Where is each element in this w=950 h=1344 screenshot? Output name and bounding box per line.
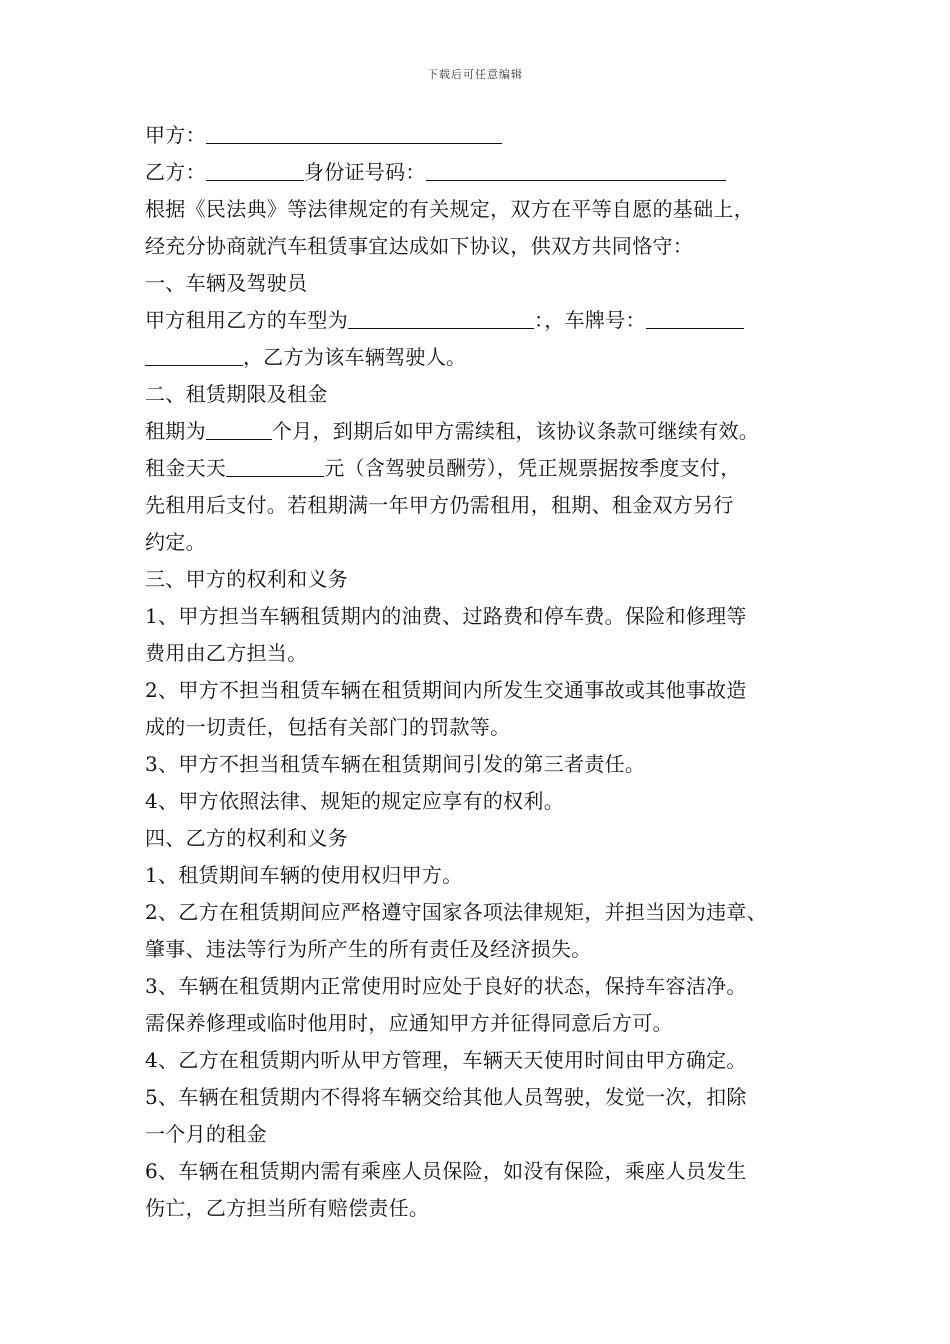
- party-b-blank[interactable]: [206, 160, 304, 181]
- section-4-item-2b: 肇事、违法等行为所产生的所有责任及经济损失。: [145, 937, 592, 961]
- section-2-term-line: [145, 413, 825, 450]
- term-label: 租期为: [145, 419, 206, 443]
- section-3-item-3: 3、甲方不担当租赁车辆在租赁期间引发的第三者责任。: [145, 752, 646, 776]
- section-4-item-5b: 一个月的租金: [145, 1122, 267, 1146]
- section-4-item-5a: 5、车辆在租赁期内不得将车辆交给其他人员驾驶，发觉一次，扣除: [145, 1085, 747, 1109]
- section-4-item-2a: 2、乙方在租赁期间应严格遵守国家各项法律规矩，并担当因为违章、: [145, 900, 768, 924]
- plate-label: ：，车牌号：: [534, 308, 646, 332]
- term-months-blank[interactable]: [206, 419, 272, 440]
- section-1-title: 一、车辆及驾驶员: [145, 271, 308, 295]
- contract-body: [145, 117, 825, 1227]
- id-number-blank[interactable]: [426, 160, 726, 181]
- term-text: 个月，到期后如甲方需续租，该协议条款可继续有效。: [271, 419, 760, 443]
- section-3-item-1a: 1、甲方担当车辆租赁期内的油费、过路费和停车费。保险和修理等: [145, 604, 747, 628]
- section-4-title: 四、乙方的权利和义务: [145, 826, 348, 850]
- section-2-line-3: 先租用后支付。若租期满一年甲方仍需租用，租期、租金双方另行: [145, 493, 734, 517]
- driver-text: ，乙方为该车辆驾驶人。: [243, 345, 467, 369]
- plate-blank-2[interactable]: [145, 345, 243, 366]
- plate-blank-1[interactable]: [646, 308, 744, 329]
- section-4-item-3b: 需保养修理或临时他用时，应通知甲方并征得同意后方可。: [145, 1011, 673, 1035]
- preamble-line-1: 根据《民法典》等法律规定的有关规定，双方在平等自愿的基础上，: [145, 197, 754, 221]
- section-3-item-2a: 2、甲方不担当租赁车辆在租赁期间内所发生交通事故或其他事故造: [145, 678, 747, 702]
- party-b-label: 乙方：: [145, 160, 206, 184]
- section-3-item-1b: 费用由乙方担当。: [145, 641, 308, 665]
- party-b-line: [145, 154, 825, 191]
- rent-label: 租金天天: [145, 456, 227, 480]
- section-3-item-2b: 成的一切责任，包括有关部门的罚款等。: [145, 715, 511, 739]
- daily-rent-blank[interactable]: [226, 456, 324, 477]
- section-1-driver-line: [145, 339, 825, 376]
- vehicle-model-blank[interactable]: [348, 308, 534, 329]
- section-2-rent-line: [145, 450, 825, 487]
- party-a-line: [145, 117, 825, 154]
- preamble-line-2: 经充分协商就汽车租赁事宜达成如下协议，供双方共同恪守：: [145, 234, 694, 258]
- party-a-label: 甲方：: [145, 123, 206, 147]
- section-3-title: 三、甲方的权利和义务: [145, 567, 348, 591]
- section-4-item-3a: 3、车辆在租赁期内正常使用时应处于良好的状态，保持车容洁净。: [145, 974, 747, 998]
- id-label: 身份证号码：: [303, 160, 426, 184]
- section-2-line-4: 约定。: [145, 530, 206, 554]
- section-3-item-4: 4、甲方依照法律、规矩的规定应享有的权利。: [145, 789, 565, 813]
- party-a-blank[interactable]: [206, 123, 502, 144]
- section-4-item-4: 4、乙方在租赁期内听从甲方管理，车辆天天使用时间由甲方确定。: [145, 1048, 747, 1072]
- section-4-item-6a: 6、车辆在租赁期内需有乘座人员保险，如没有保险，乘座人员发生: [145, 1159, 747, 1183]
- header-note: 下载后可任意编辑: [427, 68, 523, 81]
- section-4-item-6b: 伤亡，乙方担当所有赔偿责任。: [145, 1196, 430, 1220]
- vehicle-model-label: 甲方租用乙方的车型为: [145, 308, 348, 332]
- section-1-vehicle-line: [145, 302, 825, 339]
- rent-text: 元（含驾驶员酬劳），凭正规票据按季度支付，: [324, 456, 741, 480]
- section-4-item-1: 1、租赁期间车辆的使用权归甲方。: [145, 863, 463, 887]
- section-2-title: 二、租赁期限及租金: [145, 382, 328, 406]
